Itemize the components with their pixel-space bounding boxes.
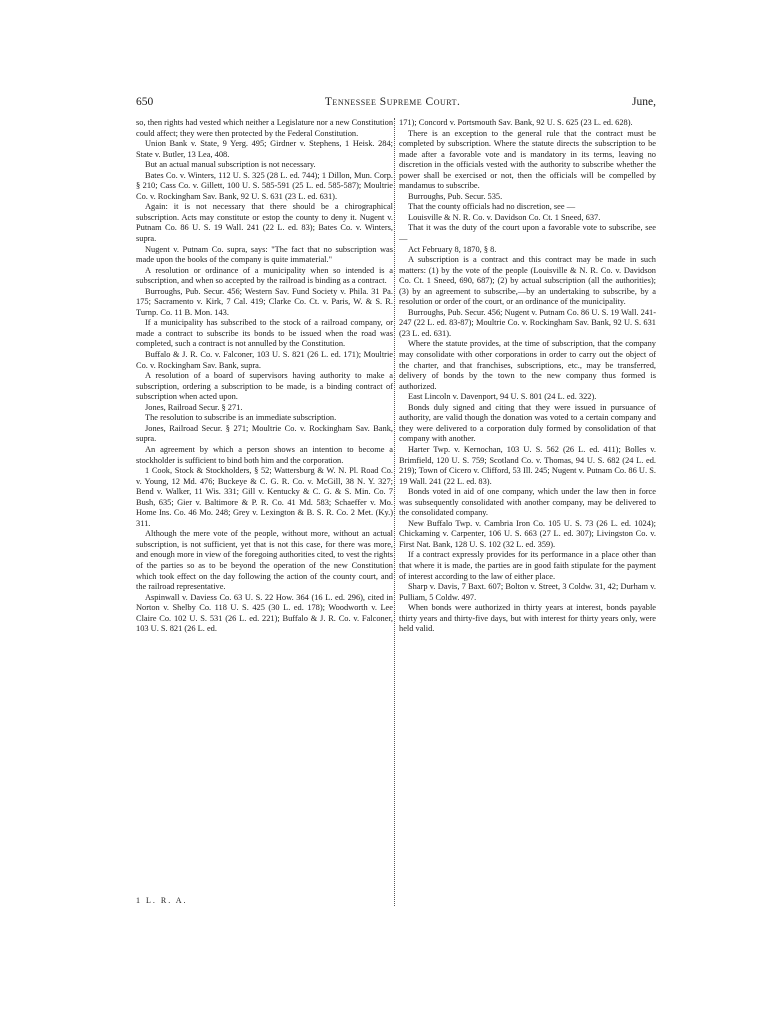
paragraph: Bonds duly signed and citing that they were issued in pursuance of authority, are valid though the donation was voted to a certain company and they were delivered to a corporation duly formed by consolidation of that company with another. (399, 402, 656, 444)
paragraph: Burroughs, Pub. Secur. 456; Nugent v. Putnam Co. 86 U. S. 19 Wall. 241-247 (22 L. ed. 83-87); Moultrie Co. v. Rockingham Sav. Bank, 92 U. S. 631 (23 L. ed. 631). (399, 307, 656, 338)
running-title: Tennessee Supreme Court. (324, 96, 461, 108)
paragraph: Aspinwall v. Daviess Co. 63 U. S. 22 How. 364 (16 L. ed. 296), cited in Norton v. Shelby Co. 118 U. S. 425 (30 L. ed. 178); Woodworth v. Lee Claire Co. 102 U. S. 531 (26 L. ed. 221); Buffalo & J. R. Co. v. Falconer, 103 U. S. 821 (26 L. ed. (136, 592, 393, 634)
paragraph: Sharp v. Davis, 7 Baxt. 607; Bolton v. Street, 3 Coldw. 31, 42; Durham v. Pulliam, 5 Coldw. 497. (399, 582, 656, 602)
paragraph: That the county officials had no discretion, see — (408, 202, 576, 212)
paragraph: Buffalo & J. R. Co. v. Falconer, 103 U. S. 821 (26 L. ed. 171); Moultrie Co. v. Rockingham Sav. Bank, supra. (136, 350, 393, 370)
paragraph: An agreement by which a person shows an intention to become a stockholder is sufficient to bind both him and the corporation. (136, 444, 393, 465)
paragraph: That it was the duty of the court upon a favorable vote to subscribe, see — (399, 223, 656, 244)
page-header (136, 96, 656, 112)
paragraph: If a municipality has subscribed to the stock of a railroad company, or made a contract to subscribe its bonds to be issued when the road was completed, such a contract is not annulled by the Constitution. (136, 318, 393, 349)
signature-mark: 1 L. R. A. (136, 896, 188, 905)
column-divider (394, 118, 395, 906)
paragraph: There is an exception to the general rule that the contract must be completed by subscription. Where the statute directs the subscription to be made after a favorable vote and is mandatory in its terms, leaving no discretion in the officials vested with the authority to subscribe whether the power shall be exercised or not, then the officials will be compelled by mandamus to subscribe. (399, 128, 656, 191)
paragraph: Harter Twp. v. Kernochan, 103 U. S. 562 (26 L. ed. 411); Bolles v. Brimfield, 120 U. S. 759; Scotland Co. v. Thomas, 94 U. S. 682 (24 L. ed. 219); Town of Cicero v. Clifford, 53 Ill. 245; Nugent v. Putnam Co. 86 U. S. 19 Wall. 241 (22 L. ed. 83). (399, 444, 656, 486)
paragraph: A resolution of a board of supervisors having authority to make a subscription, ordering a subscription to be made, is a binding contract of subscription when acted upon. (136, 371, 393, 402)
header-month: June, (632, 96, 656, 108)
page-number: 650 (136, 96, 154, 108)
paragraph: Jones, Railroad Secur. § 271. (145, 402, 243, 412)
paragraph: Act February 8, 1870, § 8. (408, 244, 497, 254)
paragraph: Burroughs, Pub. Secur. 535. (408, 191, 503, 201)
paragraph: so, then rights had vested which neither a Legislature nor a new Constitution could affect; they were then protected by the Federal Constitution. (136, 118, 394, 138)
paragraph: A resolution or ordinance of a municipality when so intended is a subscription, and when so accepted by the railroad is binding as a contract. (136, 265, 393, 286)
paragraph: Bonds voted in aid of one company, which under the law then in force was subsequently consolidated with another company, may be delivered to the consolidated company. (399, 487, 656, 518)
paragraph: If a contract expressly provides for its performance in a place other than that where it is made, the parties are in good faith stipulate for the payment of interest according to the law of either place. (399, 550, 656, 581)
paragraph: Union Bank v. State, 9 Yerg. 495; Girdner v. Stephens, 1 Heisk. 284; State v. Butler, 13 Lea, 408. (136, 139, 393, 159)
paragraph: 1 Cook, Stock & Stockholders, § 52; Wattersburg & W. N. Pl. Road Co. v. Young, 12 Md. 476; Buckeye & C. G. R. Co. v. McGill, 38 N. Y. 327; Bend v. Walker, 11 Wis. 331; Gill v. Kentucky & C. G. & S. Min. Co. 7 Bush, 635; Gier v. Baltimore & P. R. Co. 41 Md. 583; Schaeffer v. Mo. Home Ins. Co. 46 Mo. 248; Grey v. Lexington & B. S. R. Co. 2 Met. (Ky.) 311. (136, 466, 393, 528)
paragraph: Burroughs, Pub. Secur. 456; Western Sav. Fund Society v. Phila. 31 Pa. 175; Sacramento v. Kirk, 7 Cal. 419; Clarke Co. Ct. v. Paris, W. & S. R. Turnp. Co. 11 B. Mon. 143. (136, 286, 393, 317)
paragraph: A subscription is a contract and this contract may be made in such matters: (1) by the vote of the people (Louisville & N. R. Co. v. Davidson Co. Ct. 1 Sneed, 690, 687); (2) by actual subscription (all the authorities); (3) by an agreement to subscribe,—by an undertaking to subscribe, by a resolution or order of the court, or an ordinance of the municipality. (399, 255, 656, 307)
paragraph: 171); Concord v. Portsmouth Sav. Bank, 92 U. S. 625 (23 L. ed. 628). (399, 118, 633, 127)
paragraph: When bonds were authorized in thirty years at interest, bonds payable thirty years and thirty-five days, but with interest for thirty years only, were held valid. (399, 603, 656, 634)
paragraph: But an actual manual subscription is not necessary. (145, 160, 316, 170)
paragraph: Jones, Railroad Secur. § 271; Moultrie Co. v. Rockingham Sav. Bank, supra. (136, 423, 393, 444)
paragraph: Where the statute provides, at the time of subscription, that the company may consolidate with other corporations in order to carry out the object of the charter, and that franchises, subscriptions, etc., may be transferred, delivery of bonds by the town to the new company thus formed is authorized. (399, 339, 656, 391)
paragraph: The resolution to subscribe is an immediate subscription. (145, 413, 337, 423)
right-column (399, 118, 656, 635)
paragraph: New Buffalo Twp. v. Cambria Iron Co. 105 U. S. 73 (26 L. ed. 1024); Chickaming v. Carpenter, 106 U. S. 663 (27 L. ed. 307); Livingston Co. v. First Nat. Bank, 128 U. S. 102 (32 L. ed. 359). (399, 518, 656, 549)
paragraph: Louisville & N. R. Co. v. Davidson Co. Ct. 1 Sneed, 637. (408, 212, 601, 222)
paragraph: Nugent v. Putnam Co. supra, says: "The fact that no subscription was made upon the books of the company is quite immaterial." (136, 244, 393, 265)
paragraph: East Lincoln v. Davenport, 94 U. S. 801 (24 L. ed. 322). (408, 392, 597, 402)
paragraph: Bates Co. v. Winters, 112 U. S. 325 (28 L. ed. 744); 1 Dillon, Mun. Corp. § 210; Cass Co. v. Gillett, 100 U. S. 585-591 (25 L. ed. 585-587); Moultrie Co. v. Rockingham Sav. Bank, 92 U. S. 631 (23 L. ed. 631). (136, 170, 393, 201)
left-column (136, 118, 393, 635)
paragraph: Although the mere vote of the people, without more, without an actual subscription, is not sufficient, yet that is not this case, for there was more, and enough more in view of the foregoing authorities cited, to vest the rights of the parties so as to be beyond the operation of the new Constitution which took effect on the day following the action of the county court, and the railroad representative. (136, 529, 393, 592)
paragraph: Again: it is not necessary that there should be a chirographical subscription. Acts may constitute or estop the county to deny it. Nugent v. Putnam Co. 86 U. S. 19 Wall. 241 (22 L. ed. 83); Bates Co. v. Winters, supra. (136, 202, 393, 244)
